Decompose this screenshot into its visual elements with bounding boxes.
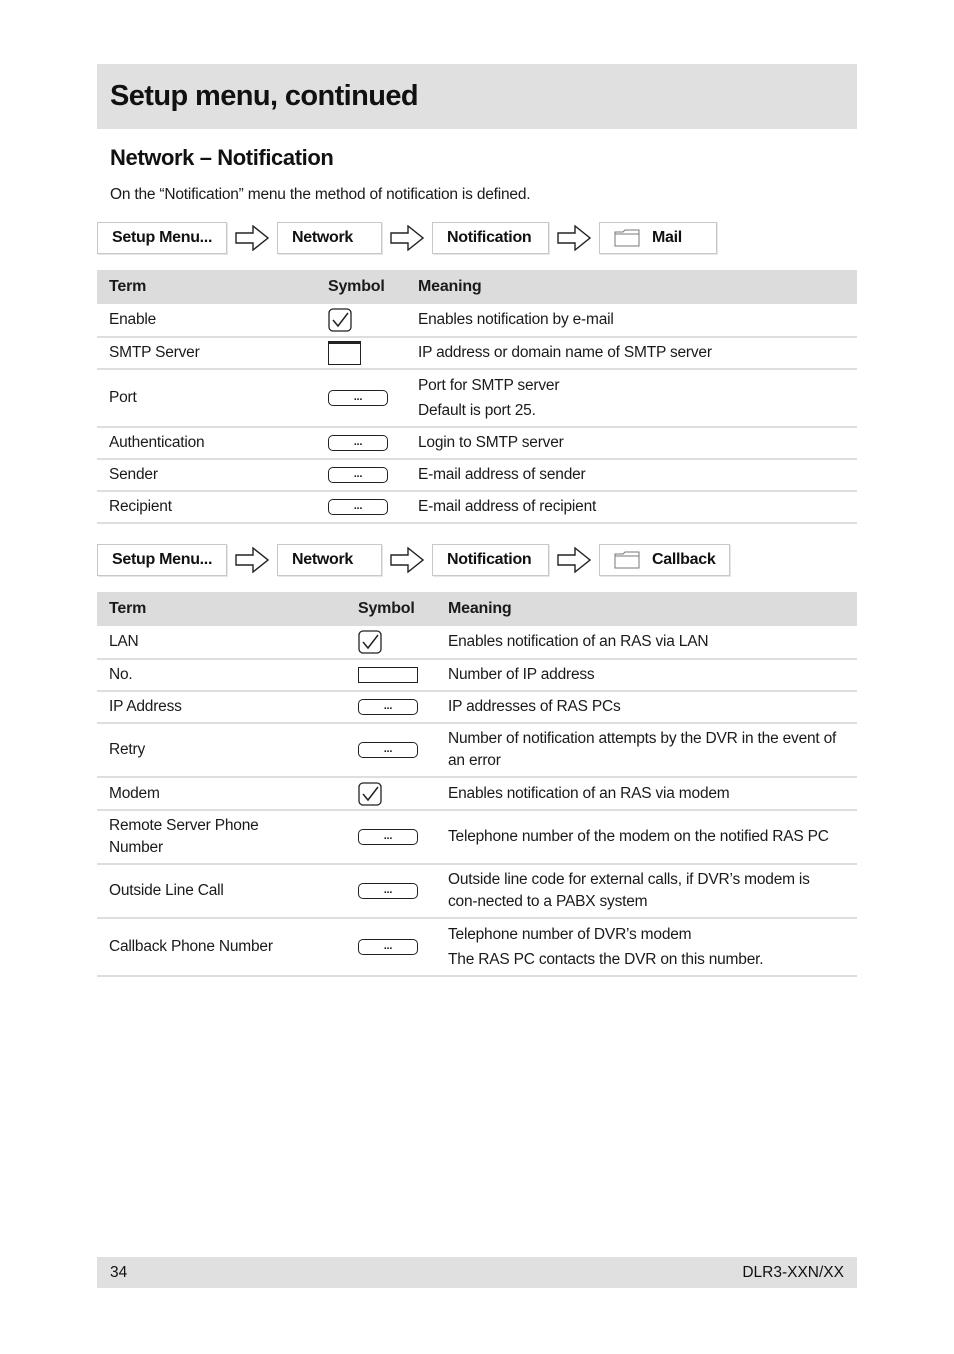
meaning-cell xyxy=(406,427,857,459)
breadcrumb-label: Network xyxy=(292,551,354,568)
arrow-right-icon xyxy=(235,225,269,251)
breadcrumb-notification xyxy=(432,222,549,254)
meaning-line: IP addresses of RAS PCs xyxy=(448,698,621,715)
table-row xyxy=(97,626,857,659)
arrow-right-icon xyxy=(235,547,269,573)
symbol-cell xyxy=(316,427,406,459)
page-footer xyxy=(97,1257,857,1288)
breadcrumb-mail xyxy=(97,222,857,254)
edit-button-icon: ... xyxy=(328,435,388,451)
breadcrumb-mail-item xyxy=(599,222,717,254)
edit-button-icon: ... xyxy=(358,742,418,758)
page-title-bar xyxy=(97,64,857,129)
breadcrumb-callback-item xyxy=(599,544,730,576)
meaning-cell xyxy=(436,777,857,810)
breadcrumb-label: Mail xyxy=(652,229,682,246)
mail-settings-table xyxy=(97,270,857,524)
meaning-cell xyxy=(436,626,857,659)
model-number: DLR3-XXN/XX xyxy=(742,1263,844,1281)
edit-button-icon: ... xyxy=(358,939,418,955)
table-row xyxy=(97,304,857,337)
header-term: Term xyxy=(97,270,316,304)
breadcrumb-setup-menu xyxy=(97,222,227,254)
callback-settings-table xyxy=(97,592,857,977)
meaning-cell xyxy=(406,304,857,337)
header-symbol: Symbol xyxy=(316,270,406,304)
symbol-cell xyxy=(316,369,406,427)
checkbox-icon xyxy=(358,630,382,654)
table-row xyxy=(97,777,857,810)
page-title: Setup menu, continued xyxy=(110,80,419,112)
table-row xyxy=(97,918,857,976)
edit-button-icon: ... xyxy=(358,883,418,899)
term-cell: Recipient xyxy=(97,491,316,523)
arrow-right-icon xyxy=(390,225,424,251)
section-title: Network – Notification xyxy=(110,145,334,170)
meaning-line: Telephone number of DVR’s modem xyxy=(448,925,692,943)
edit-button-icon: ... xyxy=(328,390,388,406)
meaning-line: The RAS PC contacts the DVR on this number. xyxy=(448,950,764,968)
breadcrumb-network xyxy=(277,222,382,254)
term-cell: Remote Server Phone Number xyxy=(97,810,346,864)
edit-button-icon: ... xyxy=(328,467,388,483)
table-row xyxy=(97,337,857,369)
arrow-right-icon xyxy=(390,547,424,573)
symbol-cell xyxy=(346,918,436,976)
term-cell: Outside Line Call xyxy=(97,864,346,918)
symbol-cell xyxy=(346,626,436,659)
breadcrumb-callback xyxy=(97,544,857,576)
symbol-cell xyxy=(346,691,436,723)
meaning-line: Login to SMTP server xyxy=(418,434,564,451)
symbol-cell xyxy=(346,864,436,918)
header-term: Term xyxy=(97,592,346,626)
meaning-cell xyxy=(406,491,857,523)
meaning-line: Enables notification of an RAS via modem xyxy=(448,784,730,802)
meaning-cell xyxy=(406,337,857,369)
header-symbol: Symbol xyxy=(346,592,436,626)
checkbox-icon xyxy=(358,782,382,806)
header-meaning: Meaning xyxy=(436,592,857,626)
meaning-line: Enables notification of an RAS via LAN xyxy=(448,633,709,650)
term-cell: Modem xyxy=(97,777,346,810)
checkbox-icon xyxy=(328,308,352,332)
breadcrumb-label: Notification xyxy=(447,229,532,246)
table-header-row xyxy=(97,592,857,626)
term-cell: IP Address xyxy=(97,691,346,723)
text-field-icon xyxy=(328,341,361,365)
section-intro: On the “Notification” menu the method of notification is defined. xyxy=(110,186,531,203)
term-cell: SMTP Server xyxy=(97,337,316,369)
term-cell: Sender xyxy=(97,459,316,491)
folder-icon xyxy=(614,229,640,247)
table-row xyxy=(97,723,857,777)
term-cell: Port xyxy=(97,369,316,427)
breadcrumb-label: Setup Menu... xyxy=(112,229,213,246)
edit-button-icon: ... xyxy=(328,499,388,515)
term-cell: Callback Phone Number xyxy=(97,918,346,976)
table-row xyxy=(97,691,857,723)
meaning-line: Number of notification attempts by the DVR in the event of an error xyxy=(448,730,837,769)
breadcrumb-label: Notification xyxy=(447,551,532,568)
arrow-right-icon xyxy=(557,225,591,251)
meaning-cell xyxy=(436,810,857,864)
breadcrumb-network xyxy=(277,544,382,576)
meaning-line: E-mail address of sender xyxy=(418,466,586,483)
table-row xyxy=(97,459,857,491)
symbol-cell xyxy=(316,337,406,369)
symbol-cell xyxy=(316,304,406,337)
symbol-cell xyxy=(346,810,436,864)
breadcrumb-label: Network xyxy=(292,229,354,246)
term-cell: No. xyxy=(97,659,346,691)
term-cell: Authentication xyxy=(97,427,316,459)
meaning-line: Telephone number of the modem on the notified RAS PC xyxy=(448,828,829,845)
table-row xyxy=(97,659,857,691)
breadcrumb-label: Callback xyxy=(652,551,716,568)
meaning-cell xyxy=(436,691,857,723)
meaning-line: Default is port 25. xyxy=(418,401,536,419)
table-row xyxy=(97,864,857,918)
header-meaning: Meaning xyxy=(406,270,857,304)
breadcrumb-notification xyxy=(432,544,549,576)
breadcrumb-setup-menu xyxy=(97,544,227,576)
folder-icon xyxy=(614,551,640,569)
number-field-icon xyxy=(358,667,418,683)
meaning-line: E-mail address of recipient xyxy=(418,498,597,515)
meaning-cell xyxy=(436,723,857,777)
table-row xyxy=(97,810,857,864)
symbol-cell xyxy=(346,777,436,810)
symbol-cell xyxy=(346,659,436,691)
symbol-cell xyxy=(316,491,406,523)
edit-button-icon: ... xyxy=(358,829,418,845)
breadcrumb-label: Setup Menu... xyxy=(112,551,213,568)
term-cell: LAN xyxy=(97,626,346,659)
table-row xyxy=(97,369,857,427)
table-header-row xyxy=(97,270,857,304)
meaning-line: Number of IP address xyxy=(448,666,595,683)
term-cell: Retry xyxy=(97,723,346,777)
term-cell: Enable xyxy=(97,304,316,337)
meaning-cell xyxy=(436,864,857,918)
arrow-right-icon xyxy=(557,547,591,573)
meaning-line: IP address or domain name of SMTP server xyxy=(418,344,712,361)
table-row xyxy=(97,427,857,459)
table-row xyxy=(97,491,857,523)
symbol-cell xyxy=(346,723,436,777)
meaning-line: Outside line code for external calls, if DVR’s modem is con-nected to a PABX system xyxy=(448,871,810,910)
page-number: 34 xyxy=(110,1263,128,1281)
edit-button-icon: ... xyxy=(358,699,418,715)
symbol-cell xyxy=(316,459,406,491)
meaning-cell xyxy=(406,459,857,491)
meaning-line: Enables notification by e-mail xyxy=(418,311,614,328)
meaning-cell xyxy=(436,659,857,691)
meaning-cell xyxy=(406,369,857,427)
meaning-cell xyxy=(436,918,857,976)
meaning-line: Port for SMTP server xyxy=(418,376,560,394)
